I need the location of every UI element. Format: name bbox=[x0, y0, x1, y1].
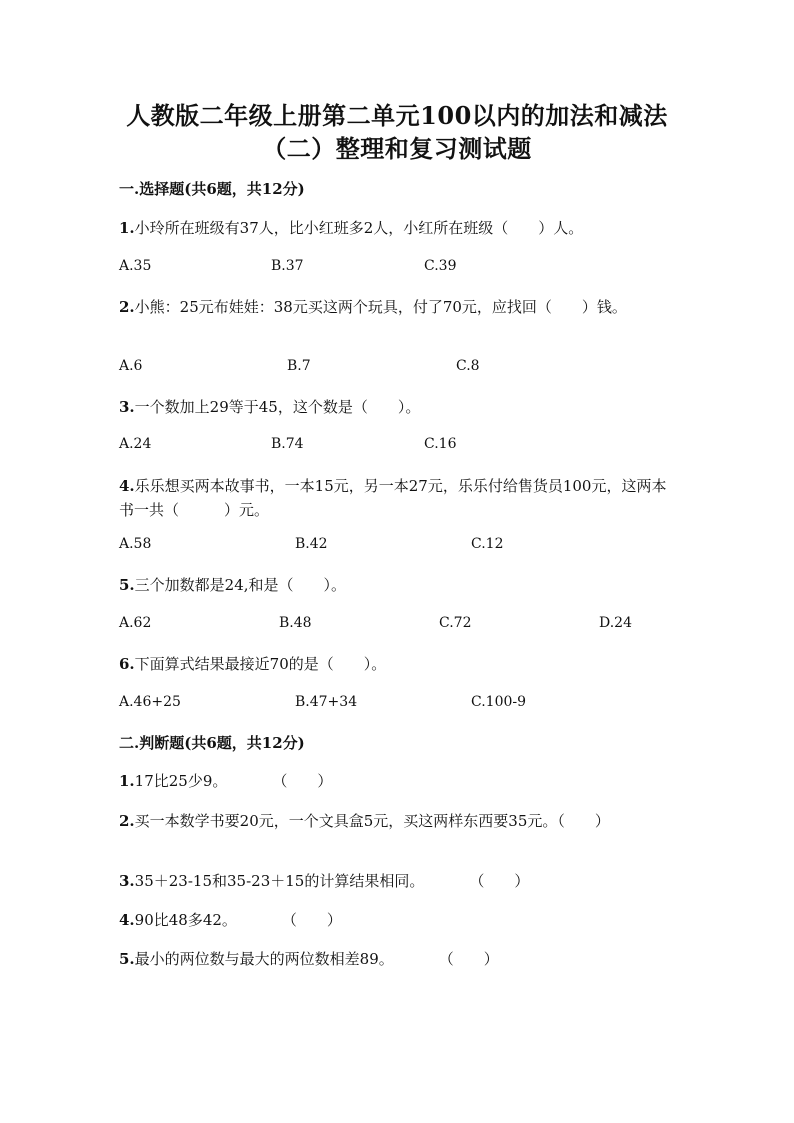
option-b: B.37 bbox=[271, 258, 304, 274]
option-a: A.62 bbox=[119, 615, 152, 631]
question-2-1 bbox=[119, 769, 679, 793]
question-1-2 bbox=[119, 295, 679, 319]
question-number: 1. bbox=[119, 772, 135, 790]
options-1-2 bbox=[119, 358, 679, 378]
option-b: B.74 bbox=[271, 436, 304, 452]
option-a: A.58 bbox=[119, 536, 152, 552]
option-c: C.100-9 bbox=[471, 694, 527, 710]
question-number: 4. bbox=[119, 477, 135, 495]
option-a: A.46+25 bbox=[119, 694, 181, 710]
question-text: 一个数加上29等于45，这个数是（ ）。 bbox=[134, 398, 421, 416]
question-text: 买一本数学书要20元，一个文具盒5元，买这两样东西要35元。（ ） bbox=[134, 812, 610, 830]
question-1-1 bbox=[119, 216, 679, 240]
question-number: 2. bbox=[119, 812, 135, 830]
question-number: 3. bbox=[119, 398, 135, 416]
question-text: 最小的两位数与最大的两位数相差89。 （ ） bbox=[134, 950, 499, 968]
option-b: B.7 bbox=[287, 358, 311, 374]
option-c: C.39 bbox=[424, 258, 457, 274]
option-c: C.16 bbox=[424, 436, 457, 452]
options-1-4 bbox=[119, 536, 679, 556]
option-d: D.24 bbox=[599, 615, 632, 631]
question-text: 35＋23-15和35-23＋15的计算结果相同。 （ ） bbox=[134, 872, 530, 890]
question-1-3 bbox=[119, 395, 679, 419]
options-1-6 bbox=[119, 694, 679, 714]
question-2-5 bbox=[119, 947, 679, 971]
question-2-2 bbox=[119, 809, 679, 833]
option-a: A.35 bbox=[119, 258, 152, 274]
section-heading-choice: 一.选择题(共6题，共12分) bbox=[119, 180, 305, 198]
question-2-4 bbox=[119, 908, 679, 932]
question-text: 下面算式结果最接近70的是（ ）。 bbox=[134, 655, 387, 673]
question-1-4 bbox=[119, 474, 679, 522]
question-text: 小熊：25元布娃娃：38元买这两个玩具，付了70元，应找回（ ）钱。 bbox=[134, 298, 627, 316]
question-number: 1. bbox=[119, 219, 135, 237]
options-1-1 bbox=[119, 258, 679, 278]
question-number: 6. bbox=[119, 655, 135, 673]
question-number: 2. bbox=[119, 298, 135, 316]
question-number: 4. bbox=[119, 911, 135, 929]
question-number: 3. bbox=[119, 872, 135, 890]
question-text: 三个加数都是24,和是（ ）。 bbox=[134, 576, 347, 594]
option-a: A.24 bbox=[119, 436, 152, 452]
question-number: 5. bbox=[119, 950, 135, 968]
section-heading-judge: 二.判断题(共6题，共12分) bbox=[119, 734, 305, 752]
option-c: C.12 bbox=[471, 536, 504, 552]
options-1-5 bbox=[119, 615, 679, 635]
question-1-6 bbox=[119, 652, 679, 676]
question-text: 90比48多42。 （ ） bbox=[134, 911, 342, 929]
question-text: 小玲所在班级有37人，比小红班多2人，小红所在班级（ ）人。 bbox=[134, 219, 584, 237]
option-c: C.8 bbox=[456, 358, 480, 374]
question-1-5 bbox=[119, 573, 679, 597]
option-b: B.48 bbox=[279, 615, 312, 631]
title-line-2: （二）整理和复习测试题 bbox=[262, 134, 532, 163]
title-line-1: 人教版二年级上册第二单元100以内的加法和减法 bbox=[126, 101, 668, 130]
question-text: 17比25少9。 （ ） bbox=[134, 772, 333, 790]
option-a: A.6 bbox=[119, 358, 143, 374]
option-b: B.42 bbox=[295, 536, 328, 552]
question-number: 5. bbox=[119, 576, 135, 594]
option-b: B.47+34 bbox=[295, 694, 358, 710]
question-text: 乐乐想买两本故事书，一本15元，另一本27元，乐乐付给售货员100元，这两本书一共（ ）元。 bbox=[119, 477, 667, 519]
options-1-3 bbox=[119, 436, 679, 456]
question-2-3 bbox=[119, 869, 679, 893]
option-c: C.72 bbox=[439, 615, 472, 631]
